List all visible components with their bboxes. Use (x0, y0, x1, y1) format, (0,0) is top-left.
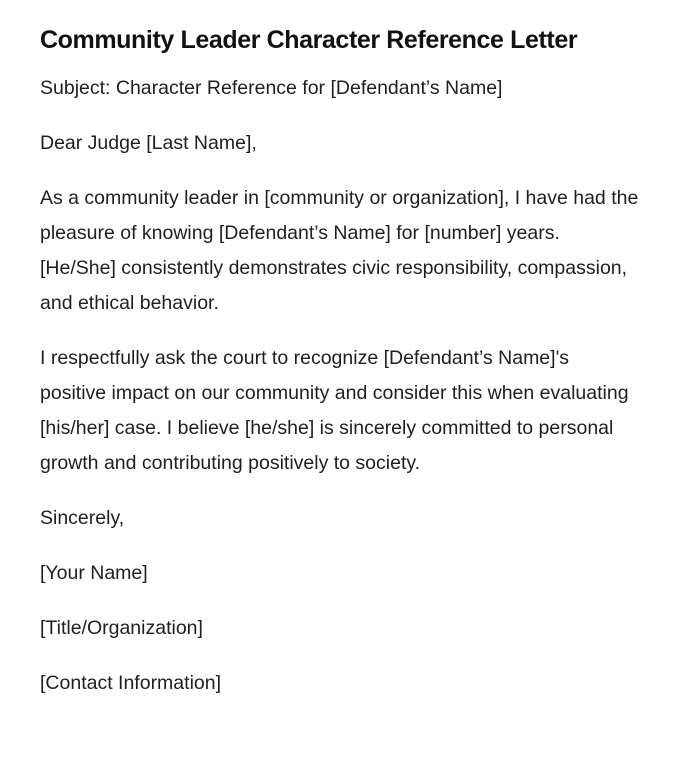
letter-document (40, 22, 640, 721)
signature-title: [Title/Organization] (40, 617, 203, 639)
signature-contact: [Contact Information] (40, 672, 222, 694)
closing: Sincerely, (40, 507, 125, 529)
document-title: Community Leader Character Reference Letter (40, 26, 578, 54)
salutation: Dear Judge [Last Name], (40, 132, 257, 154)
body-paragraph-1: As a community leader in [community or organization], I have had the pleasure of knowing [Defendant’s Name] for [number] years. [He/She] consistently demonstrates civic responsibility, compassion, and ethical behavior. (40, 187, 639, 314)
signature-name: [Your Name] (40, 562, 148, 584)
subject-line: Subject: Character Reference for [Defendant’s Name] (40, 77, 503, 99)
body-paragraph-2: I respectfully ask the court to recognize [Defendant’s Name]'s positive impact on our community and consider this when evaluating [his/her] case. I believe [he/she] is sincerely committed to personal growth and contributing positively to society. (40, 347, 629, 474)
